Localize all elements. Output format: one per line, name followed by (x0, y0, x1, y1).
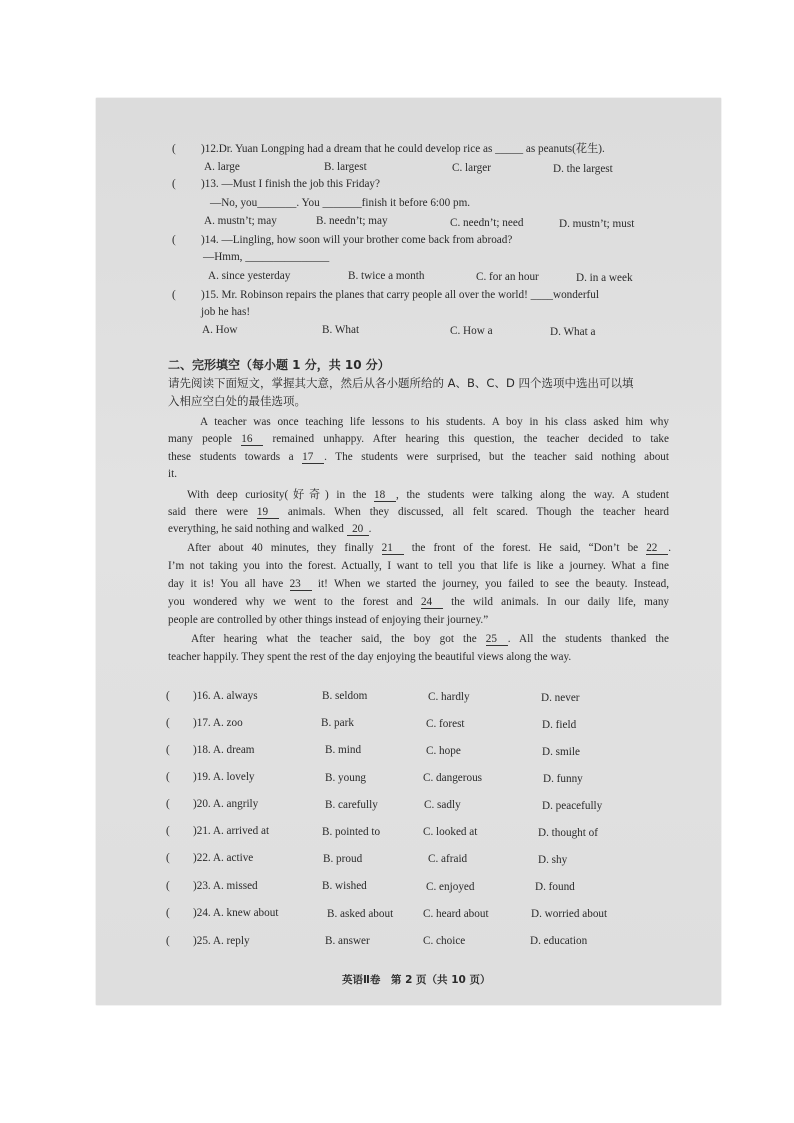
answer-paren: ( (166, 744, 170, 756)
cloze-22-c: C. afraid (428, 853, 468, 865)
q15-option-d: D. What a (550, 326, 596, 338)
cloze-22-a: )22. A. active (193, 852, 254, 864)
answer-paren: ( (172, 143, 176, 155)
q14-option-c: C. for an hour (476, 271, 539, 283)
passage-line: people are controlled by other things instead of enjoying their journey.” (168, 614, 489, 626)
answer-paren: ( (166, 771, 170, 783)
cloze-25-d: D. education (530, 935, 588, 947)
passage-line: teacher happily. They spent the rest of the day enjoying the beautiful views along the way. (168, 651, 572, 663)
q13-option-c: C. needn’t; need (450, 217, 524, 229)
cloze-19-d: D. funny (543, 773, 583, 785)
cloze-21-d: D. thought of (538, 827, 598, 839)
cloze-24-b: B. asked about (327, 908, 394, 920)
answer-paren: ( (172, 289, 176, 301)
cloze-23-d: D. found (535, 881, 575, 893)
passage-line: said there were 19 animals. When they discussed, all felt scared. Though the teacher heard (168, 506, 669, 518)
cloze-18-c: C. hope (426, 745, 461, 757)
cloze-17-a: )17. A. zoo (193, 717, 243, 729)
passage-line: With deep curiosity(好奇) in the 18 , the students were talking along the way. A student (187, 489, 669, 501)
cloze-22-d: D. shy (538, 854, 568, 866)
answer-paren: ( (166, 717, 170, 729)
q12-option-d: D. the largest (553, 163, 613, 175)
answer-paren: ( (166, 798, 170, 810)
question-12-stem: )12.Dr. Yuan Longping had a dream that he could develop rice as _____ as peanuts(花生). (201, 143, 605, 155)
answer-paren: ( (172, 234, 176, 246)
q13-option-b: B. needn’t; may (316, 215, 388, 227)
question-14-line2: —Hmm, _______________ (203, 251, 330, 263)
cloze-19-b: B. young (325, 772, 367, 784)
cloze-24-a: )24. A. knew about (193, 907, 279, 919)
q12-option-c: C. larger (452, 162, 491, 174)
section-instruction-1: 请先阅读下面短文，掌握其大意，然后从各小题所给的 A、B、C、D 四个选项中选出可以填 (168, 376, 634, 390)
cloze-17-c: C. forest (426, 718, 465, 730)
cloze-17-d: D. field (542, 719, 577, 731)
cloze-16-d: D. never (541, 692, 580, 704)
cloze-25-b: B. answer (325, 935, 370, 947)
q13-option-a: A. mustn’t; may (204, 215, 277, 227)
question-15-line2: job he has! (201, 306, 251, 318)
q14-option-b: B. twice a month (348, 270, 425, 282)
passage-line: I’m not taking you into the forest. Actually, I want to tell you that life is like a journey. What a fine (168, 560, 669, 572)
cloze-21-c: C. looked at (423, 826, 478, 838)
passage-line: After about 40 minutes, they finally 21 the front of the forest. He said, “Don’t be 22 . (187, 542, 671, 554)
passage-line: you wondered why we went to the forest and 24 the wild animals. In our daily life, many (168, 596, 670, 608)
answer-paren: ( (166, 907, 170, 919)
answer-paren: ( (166, 880, 170, 892)
cloze-16-b: B. seldom (322, 690, 368, 702)
cloze-24-c: C. heard about (423, 908, 489, 920)
blank-25[interactable]: 25 (486, 633, 508, 646)
cloze-20-c: C. sadly (424, 799, 461, 811)
blank-20[interactable]: 20 (347, 523, 369, 536)
question-15-stem: )15. Mr. Robinson repairs the planes that carry people all over the world! ____wonderful (201, 289, 599, 301)
cloze-22-b: B. proud (323, 853, 363, 865)
q15-option-a: A. How (202, 324, 238, 336)
blank-22[interactable]: 22 (646, 542, 668, 555)
answer-paren: ( (166, 690, 170, 702)
cloze-18-d: D. smile (542, 746, 580, 758)
cloze-18-b: B. mind (325, 744, 362, 756)
blank-24[interactable]: 24 (421, 596, 443, 609)
cloze-17-b: B. park (321, 717, 354, 729)
answer-paren: ( (166, 935, 170, 947)
cloze-20-b: B. carefully (325, 799, 378, 811)
passage-line: these students towards a 17 . The students were surprised, but the teacher said nothing about (168, 451, 669, 463)
blank-16[interactable]: 16 (241, 433, 263, 446)
q15-option-c: C. How a (450, 325, 493, 337)
cloze-20-a: )20. A. angrily (193, 798, 259, 810)
cloze-24-d: D. worried about (531, 908, 608, 920)
blank-21[interactable]: 21 (382, 542, 404, 555)
cloze-19-a: )19. A. lovely (193, 771, 255, 783)
q13-option-d: D. mustn’t; must (559, 218, 635, 230)
passage-line: day it is! You all have 23 it! When we started the journey, you failed to see the beauty. Instead, (168, 578, 670, 590)
q14-option-d: D. in a week (576, 272, 633, 284)
cloze-19-c: C. dangerous (423, 772, 483, 784)
section-instruction-2: 入相应空白处的最佳选项。 (168, 394, 306, 408)
passage-line: everything, he said nothing and walked 20 . (168, 523, 372, 535)
passage-line: A teacher was once teaching life lessons to his students. A boy in his class asked him why (200, 416, 669, 428)
cloze-25-a: )25. A. reply (193, 935, 250, 947)
cloze-20-d: D. peacefully (542, 800, 603, 812)
cloze-23-c: C. enjoyed (426, 881, 475, 893)
section-heading: 二、完形填空（每小题 1 分，共 10 分） (168, 358, 390, 372)
answer-paren: ( (166, 825, 170, 837)
cloze-18-a: )18. A. dream (193, 744, 255, 756)
question-14-stem: )14. —Lingling, how soon will your brother come back from abroad? (201, 234, 513, 246)
cloze-16-a: )16. A. always (193, 690, 258, 702)
answer-paren: ( (166, 852, 170, 864)
question-13-stem: )13. —Must I finish the job this Friday? (201, 178, 380, 190)
q12-option-a: A. large (204, 161, 240, 173)
q14-option-a: A. since yesterday (208, 270, 291, 282)
blank-19[interactable]: 19 (257, 506, 279, 519)
blank-18[interactable]: 18 (374, 489, 396, 502)
passage-line: many people 16 remained unhappy. After hearing this question, the teacher decided to take (168, 433, 669, 445)
q15-option-b: B. What (322, 324, 360, 336)
cloze-16-c: C. hardly (428, 691, 470, 703)
cloze-23-b: B. wished (322, 880, 367, 892)
cloze-21-a: )21. A. arrived at (193, 825, 270, 837)
q12-option-b: B. largest (324, 161, 367, 173)
cloze-25-c: C. choice (423, 935, 466, 947)
cloze-23-a: )23. A. missed (193, 880, 258, 892)
question-13-line2: —No, you_______. You _______finish it before 6:00 pm. (210, 197, 471, 209)
passage-line: After hearing what the teacher said, the boy got the 25 . All the students thanked the (191, 633, 669, 645)
passage-line: it. (168, 468, 178, 480)
blank-23[interactable]: 23 (290, 578, 312, 591)
blank-17[interactable]: 17 (302, 451, 324, 464)
cloze-21-b: B. pointed to (322, 826, 381, 838)
answer-paren: ( (172, 178, 176, 190)
page-footer: 英语Ⅱ卷 第 2 页（共 10 页） (342, 974, 491, 986)
